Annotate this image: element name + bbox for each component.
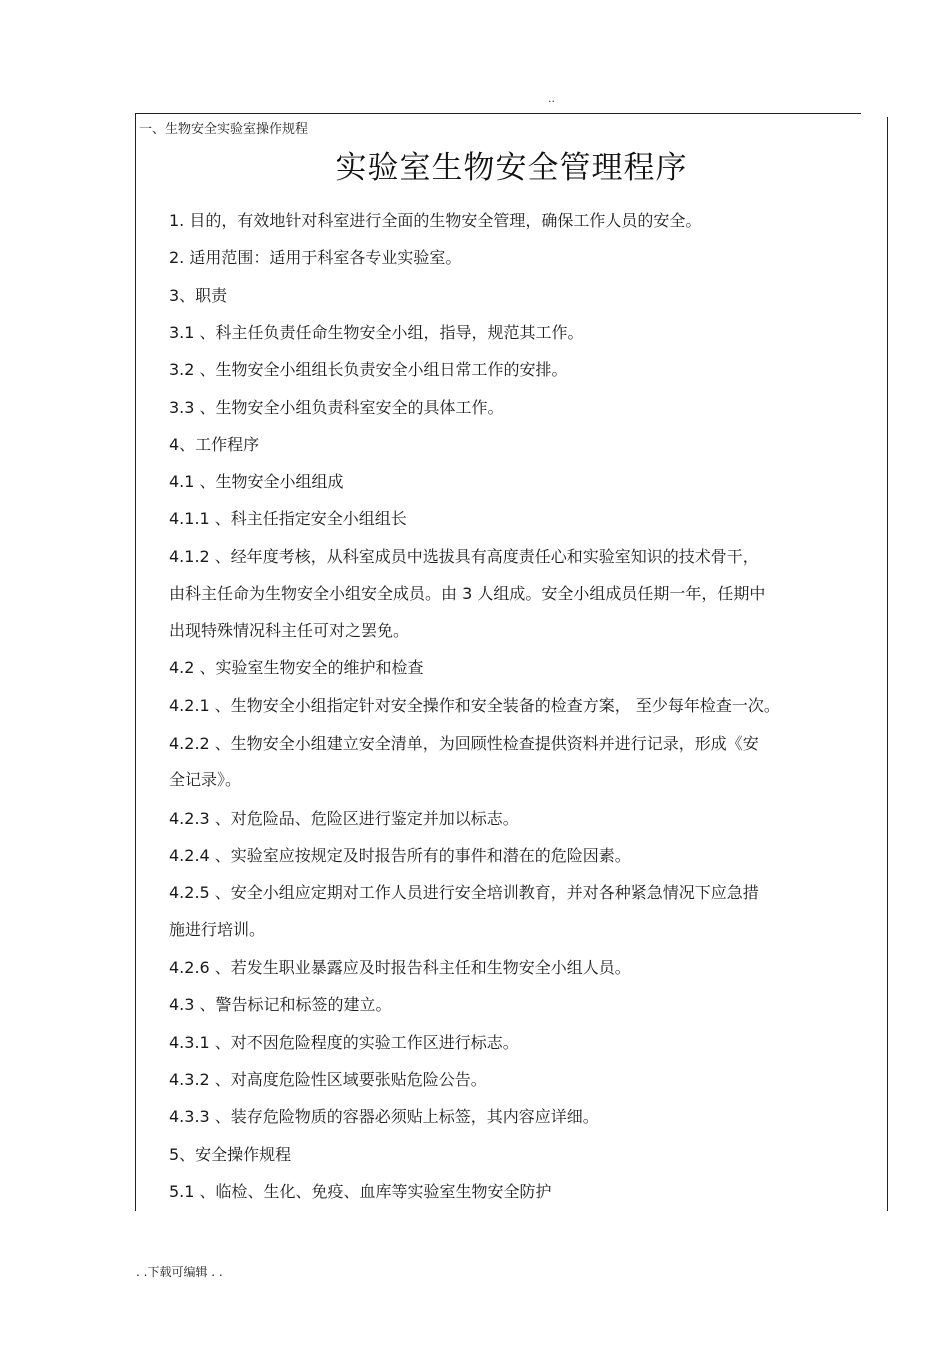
right-border [887, 117, 888, 1211]
paragraph-line: 4.2.3 、对危险品、危险区进行鉴定并加以标志。 [169, 809, 519, 828]
paragraph-line: 5.1 、临检、生化、免疫、血库等实验室生物安全防护 [169, 1182, 552, 1201]
paragraph-line: 4.3.2 、对高度危险性区域要张贴危险公告。 [169, 1070, 487, 1089]
paragraph-line: 5、安全操作规程 [169, 1145, 292, 1164]
paragraph-line: 4.2.4 、实验室应按规定及时报告所有的事件和潜在的危险因素。 [169, 846, 631, 865]
paragraph-line: 施进行培训。 [169, 920, 266, 939]
paragraph-line: 4、工作程序 [169, 435, 260, 454]
paragraph-line: 由科主任命为生物安全小组安全成员。由 3 人组成。安全小组成员任期一年，任期中 [169, 584, 766, 603]
paragraph-line: 4.3.1 、对不因危险程度的实验工作区进行标志。 [169, 1033, 519, 1052]
paragraph-line: 4.1.2 、经年度考核，从科室成员中选拔具有高度责任心和实验室知识的技术骨干， [169, 547, 759, 566]
section-caption: 一、生物安全实验室操作规程 [139, 122, 309, 137]
paragraph-line: 2. 适用范围：适用于科室各专业实验室。 [169, 248, 462, 267]
paragraph-line: 全记录》。 [169, 770, 242, 789]
header-dots: .. [548, 92, 555, 105]
paragraph-line: 3.3 、生物安全小组负责科室安全的具体工作。 [169, 398, 504, 417]
paragraph-line: 4.1 、生物安全小组组成 [169, 472, 344, 491]
left-border [135, 113, 136, 1211]
paragraph-line: 出现特殊情况科主任可对之罢免。 [169, 621, 410, 640]
top-rule [135, 113, 861, 114]
paragraph-line: 4.2.2 、生物安全小组建立安全清单，为回顾性检查提供资料并进行记录，形成《安 [169, 734, 759, 753]
document-title: 实验室生物安全管理程序 [335, 150, 688, 186]
footer-text: . .下载可编辑 . . [136, 1265, 223, 1279]
paragraph-line: 4.3 、警告标记和标签的建立。 [169, 995, 392, 1014]
paragraph-line: 4.1.1 、科主任指定安全小组组长 [169, 509, 407, 528]
paragraph-line: 3.2 、生物安全小组组长负责安全小组日常工作的安排。 [169, 360, 568, 379]
paragraph-line: 4.3.3 、装存危险物质的容器必须贴上标签，其内容应详细。 [169, 1107, 599, 1126]
paragraph-line: 4.2.5 、安全小组应定期对工作人员进行安全培训教育，并对各种紧急情况下应急措 [169, 883, 759, 902]
paragraph-line: 4.2.6 、若发生职业暴露应及时报告科主任和生物安全小组人员。 [169, 958, 631, 977]
paragraph-line: 3.1 、科主任负责任命生物安全小组，指导，规范其工作。 [169, 323, 584, 342]
paragraph-line: 3、职责 [169, 286, 228, 305]
paragraph-line: 1. 目的，有效地针对科室进行全面的生物安全管理，确保工作人员的安全。 [169, 211, 702, 230]
paragraph-line: 4.2.1 、生物安全小组指定针对安全操作和安全装备的检查方案， 至少每年检查一次。 [169, 696, 780, 715]
paragraph-line: 4.2 、实验室生物安全的维护和检查 [169, 658, 424, 677]
